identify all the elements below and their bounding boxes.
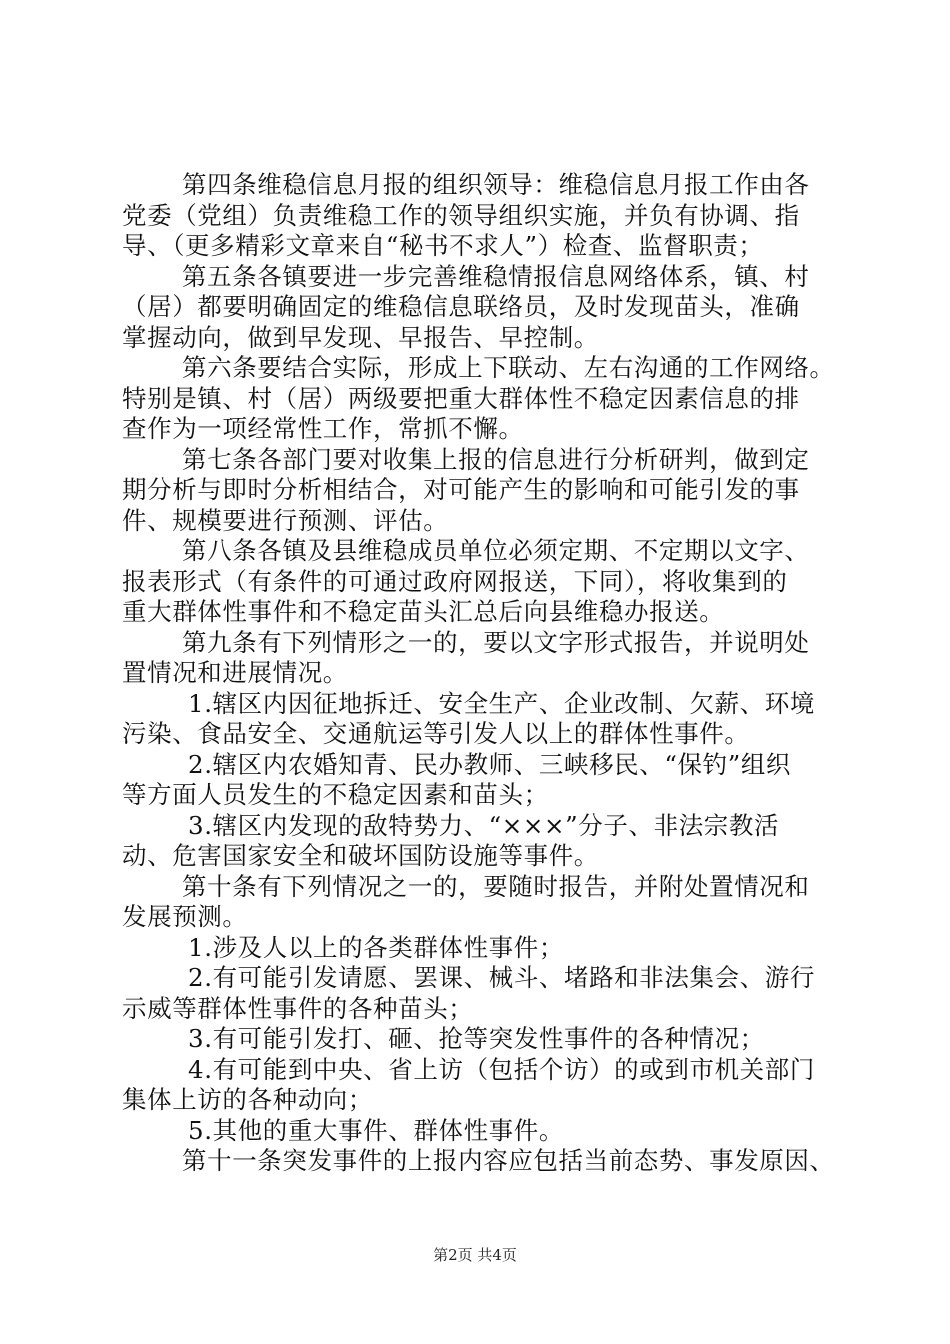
text-line: 第十条有下列情况之一的，要随时报告，并附处置情况和 [182,871,810,901]
text-line: 第六条要结合实际，形成上下联动、左右沟通的工作网络。 [182,353,835,382]
text-line: 第五条各镇要进一步完善维稳情报信息网络体系，镇、村 [182,261,810,291]
text-line: （居）都要明确固定的维稳信息联络员，及时发现苗头，准确 [122,292,800,321]
text-line: 污染、食品安全、交通航运等引发人以上的群体性事件。 [122,719,750,748]
text-line: 特别是镇、村（居）两级要把重大群体性不稳定因素信息的排 [122,383,800,413]
text-line: 重大群体性事件和不稳定苗头汇总后向县维稳办报送。 [122,597,725,626]
text-line: 第四条维稳信息月报的组织领导：维稳信息月报工作由各 [182,170,810,199]
text-line: 导、（更多精彩文章来自“秘书不求人”）检查、监督职责； [122,231,764,260]
text-line: 3.辖区内发现的敌特势力、“×××”分子、非法宗教活 [188,810,780,840]
text-line: 第九条有下列情形之一的，要以文字形式报告，并说明处 [182,627,810,657]
text-line: 动、危害国家安全和破坏国防设施等事件。 [122,841,599,870]
text-line: 2.有可能引发请愿、罢课、械斗、堵路和非法集会、游行 [188,963,815,992]
text-line: 1.辖区内因征地拆迁、安全生产、企业改制、欠薪、环境 [188,688,815,718]
text-line: 示威等群体性事件的各种苗头； [122,993,474,1023]
text-line: 报表形式（有条件的可通过政府网报送，下同），将收集到的 [122,566,788,596]
text-line: 发展预测。 [122,902,248,931]
text-line: 期分析与即时分析相结合，对可能产生的影响和可能引发的事 [122,475,800,504]
text-line: 件、规模要进行预测、评估。 [122,505,449,535]
text-line: 第八条各镇及县维稳成员单位必须定期、不定期以文字、 [182,536,810,565]
text-line: 置情况和进展情况。 [122,658,348,687]
document-body [122,170,842,1177]
text-line: 2.辖区内农婚知青、民办教师、三峡移民、“保钓”组织 [188,749,792,779]
text-line: 5.其他的重大事件、群体性事件。 [188,1115,564,1145]
text-line: 党委（党组）负责维稳工作的领导组织实施，并负有协调、指 [122,200,800,230]
text-line: 掌握动向，做到早发现、早报告、早控制。 [122,322,599,352]
text-line: 等方面人员发生的不稳定因素和苗头； [122,780,549,809]
text-line: 第七条各部门要对收集上报的信息进行分析研判，做到定 [182,444,810,474]
text-line: 集体上访的各种动向； [122,1085,373,1114]
text-line: 3.有可能引发打、砸、抢等突发性事件的各种情况； [188,1024,765,1053]
text-line: 1.涉及人以上的各类群体性事件； [188,932,564,962]
text-line: 4.有可能到中央、省上访（包括个访）的或到市机关部门 [188,1054,815,1084]
text-line: 查作为一项经常性工作，常抓不懈。 [122,414,524,443]
text-line: 第十一条突发事件的上报内容应包括当前态势、事发原因、 [182,1146,835,1175]
page-footer: 第2页 共4页 [433,1246,517,1264]
